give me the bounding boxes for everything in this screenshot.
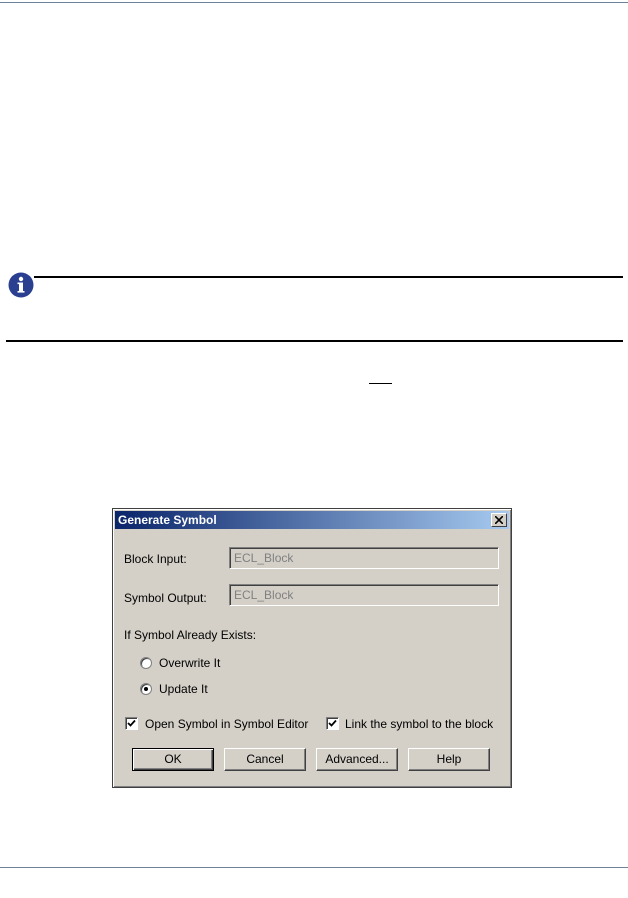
block-input-label: Block Input: <box>124 552 187 566</box>
generate-symbol-dialog <box>112 508 512 788</box>
overwrite-radio-label[interactable]: Overwrite It <box>159 656 221 670</box>
radio-selected-dot <box>144 687 148 691</box>
symbol-output-field[interactable] <box>229 584 499 606</box>
ok-button[interactable]: OK <box>132 748 214 771</box>
close-button[interactable] <box>491 513 507 527</box>
note-top-rule <box>34 276 623 278</box>
update-radio-label[interactable]: Update It <box>159 682 208 696</box>
dialog-titlebar[interactable] <box>115 511 509 529</box>
info-icon <box>7 271 35 299</box>
overwrite-radio[interactable] <box>140 657 152 669</box>
help-button[interactable]: Help <box>408 748 490 771</box>
advanced-button[interactable]: Advanced... <box>316 748 398 771</box>
note-bottom-rule <box>6 340 623 342</box>
close-icon <box>495 516 503 524</box>
block-input-field[interactable] <box>229 547 499 569</box>
open-editor-checkbox[interactable] <box>125 717 138 730</box>
check-icon <box>127 719 136 728</box>
cancel-button[interactable]: Cancel <box>224 748 306 771</box>
page-footer-rule <box>0 867 628 868</box>
link-symbol-checkbox[interactable] <box>326 717 339 730</box>
link-symbol-label[interactable]: Link the symbol to the block <box>345 717 494 731</box>
update-radio[interactable] <box>140 683 152 695</box>
check-icon <box>328 719 337 728</box>
symbol-output-value: ECL_Block <box>234 588 294 602</box>
page-header-rule <box>0 2 628 3</box>
symbol-output-label: Symbol Output: <box>124 591 207 605</box>
open-editor-label[interactable]: Open Symbol in Symbol Editor <box>145 717 309 731</box>
dialog-title: Generate Symbol <box>118 513 217 527</box>
if-exists-label: If Symbol Already Exists: <box>124 628 257 642</box>
text-underline-mark <box>369 383 392 384</box>
block-input-value: ECL_Block <box>234 551 294 565</box>
